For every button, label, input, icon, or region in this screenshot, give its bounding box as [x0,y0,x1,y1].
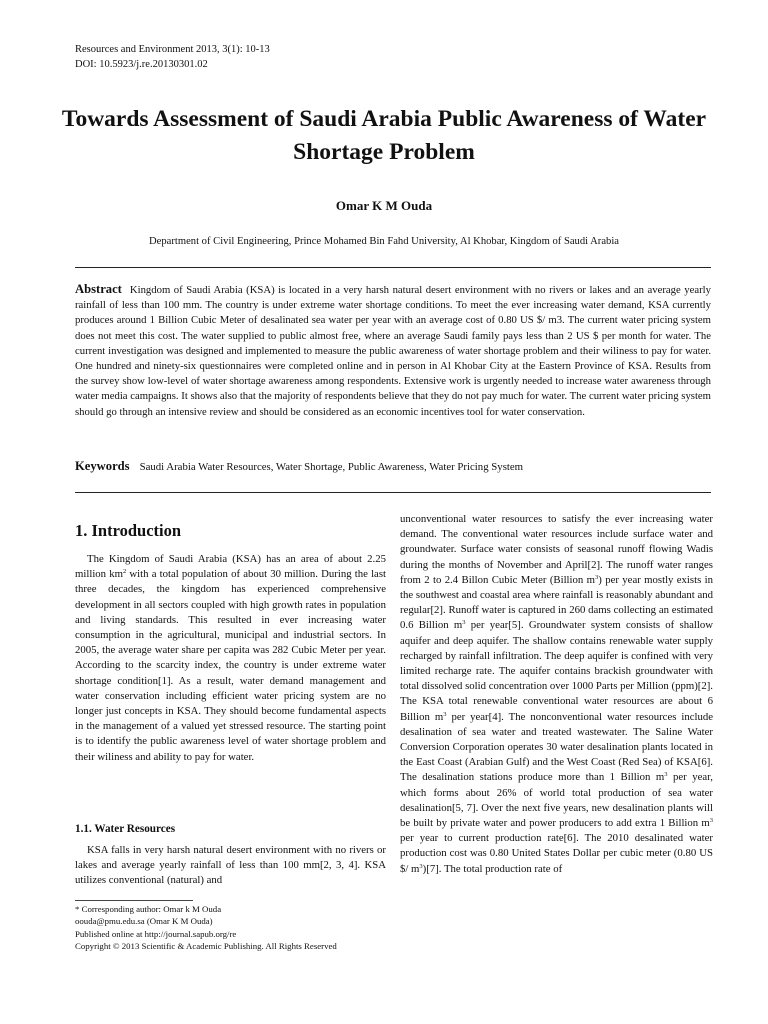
water-resources-text [75,843,386,889]
text-segment: ) per year mostly exists in the southwest and coastal area where rainfall is reasonably abundant and regular[2]. Runoff water is captured in 260 dams collecting an estimated 0.6 Billion m [400,573,714,632]
abstract-label: Abstract [75,282,122,296]
abstract-text: Kingdom of Saudi Arabia (KSA) is located in a very harsh natural desert environment with no rivers or lakes and an average yearly rainfall of less than 100 mm. The country is under extreme water shortage conditions. To meet the ever increasing water demand, KSA currently produces around 1 Billion Cubic Meter of desalinated sea water per year with an average cost of 0.80 US $/ m3. The current water pricing system does not meet this cost. The water supplied to public almost free, where an average Saudi family pays less than 2 US $ per month for water. The current investigation was designed and implemented to measure the public awareness of water shortage problem and their wiliness to pay for water. One hundred and ninety-six questionnaires were completed online and in person in Al Khobar City at the Eastern Province of KSA. Results from the survey show low-level of water shortage awareness among respondents. Extensive work is urgently needed to increase water awareness through water media campaigns. It shows also that the majority of respondents believe that they do not pay much for water. The current water pricing system should go through an intensive review and should be considered as an economic incentives tool for water conservation. [75,284,711,418]
text-segment: per year[5]. Groundwater system consists of shallow aquifer and deep aquifer. The shallow contains renewable water supply recharged by rainfall infiltration. The deep aquifer is confined with very limited recharge rate. The aquifer contains brackish groundwater with total dissolved solid concentration over 1000 Parts per Million (ppm)[2]. The KSA total renewable conventional water resources are about 6 Billion m [400,619,713,723]
superscript: 3 [462,619,466,627]
bottom-rule [75,492,711,493]
journal-citation: Resources and Environment 2013, 3(1): 10-13 [75,44,270,55]
keywords-label: Keywords [75,459,130,473]
top-rule [75,267,711,268]
intro-text-part: The Kingdom of Saudi Arabia (KSA) has an area of about 2.25 million km [75,553,386,581]
author-name: Omar K M Ouda [335,198,433,213]
superscript: 3 [664,771,668,779]
superscript: 3 [443,710,447,718]
abstract-block [75,282,711,420]
superscript: 3 [709,817,713,825]
footnote-email: oouda@pmu.edu.sa (Omar K M Ouda) [75,916,213,927]
superscript: 3 [595,573,599,581]
keywords-block [75,459,711,474]
text-segment: unconventional water resources to satisfy the ever increasing water demand. The conventional water resources include surface water and groundwater. Surface water consists of seasonal runoff flowing Wadis during the months of November and April[2]. The runoff water ranges from 2 to 2.4 Billon Cubic Meter (Billion m [400,513,713,586]
right-column-paragraph [400,512,713,877]
paper-title: Towards Assessment of Saudi Arabia Public Awareness of Water Shortage Problem [61,106,707,165]
keywords-text: Saudi Arabia Water Resources, Water Shortage, Public Awareness, Water Pricing System [139,461,524,473]
author-affiliation: Department of Civil Engineering, Prince Mohamed Bin Fahd University, Al Khobar, Kingdom of Saudi Arabia [149,236,619,247]
intro-text-part: with a total population of about 30 million. During the last three decades, the kingdom has experienced comprehensive development in all sectors coupled with high growth rates in population and living standards. This resulted in ever increasing water consumption in the agricultural, municipal and industrial sectors. In 2005, the average water share per capita was 282 Cubic Meter per year. According to the scarcity index, the country is under extreme water shortage condition[1]. As a result, water demand management and water conservation including efficient water pricing system are no longer just concepts in KSA. They should become fundamental aspects in the management of a valued yet stressed resource. The starting point is to identify the public awareness level of water shortage problem and their wiliness and ability to pay for water. [75,568,387,763]
text-segment: )[7]. The total production rate of [422,862,563,875]
superscript: 2 [122,568,127,576]
doi-text: DOI: 10.5923/j.re.20130301.02 [75,59,208,70]
introduction-paragraph [75,552,386,765]
footnote-copyright: Copyright © 2013 Scientific & Academic Publishing. All Rights Reserved [75,941,337,952]
text-segment: per year, which forms about 26% of world total production of sea water desalination[5, 7]. Over the next five years, new desalination plants will be built by private water and power producers to add extra 1 Billion m [400,771,713,830]
right-column-text [400,512,713,877]
footnotes [75,903,386,953]
section-heading-introduction: 1. Introduction [75,521,182,540]
text-segment: per year[4]. The nonconventional water resources include desalination of sea water and treated wastewater. The Saline Water Conversion Corporation operates 30 water desalination plants located in the East Coast (Arabian Gulf) and the West Coast (Red Sea) of KSA[6]. The desalination stations produce more than 1 Billion m [400,710,714,784]
journal-header [75,42,270,72]
text-segment: per year to current production rate[6]. The 2010 desalinated water production cost was 0.80 United States Dollar per cubic meter (0.80 US $/ m [400,832,713,875]
superscript: 3 [419,862,423,870]
subsection-heading-water-resources: 1.1. Water Resources [75,823,176,835]
water-resources-paragraph: KSA falls in very harsh natural desert environment with no rivers or lakes and average yearly rainfall of less than 100 mm[2, 3, 4]. KSA utilizes conventional (natural) and [75,844,386,887]
footnote-published: Published online at http://journal.sapub.org/re [75,928,237,939]
footnote-corresponding-author: * Corresponding author: Omar k M Ouda [75,904,222,914]
footnote-rule [75,900,193,901]
introduction-text [75,552,386,765]
